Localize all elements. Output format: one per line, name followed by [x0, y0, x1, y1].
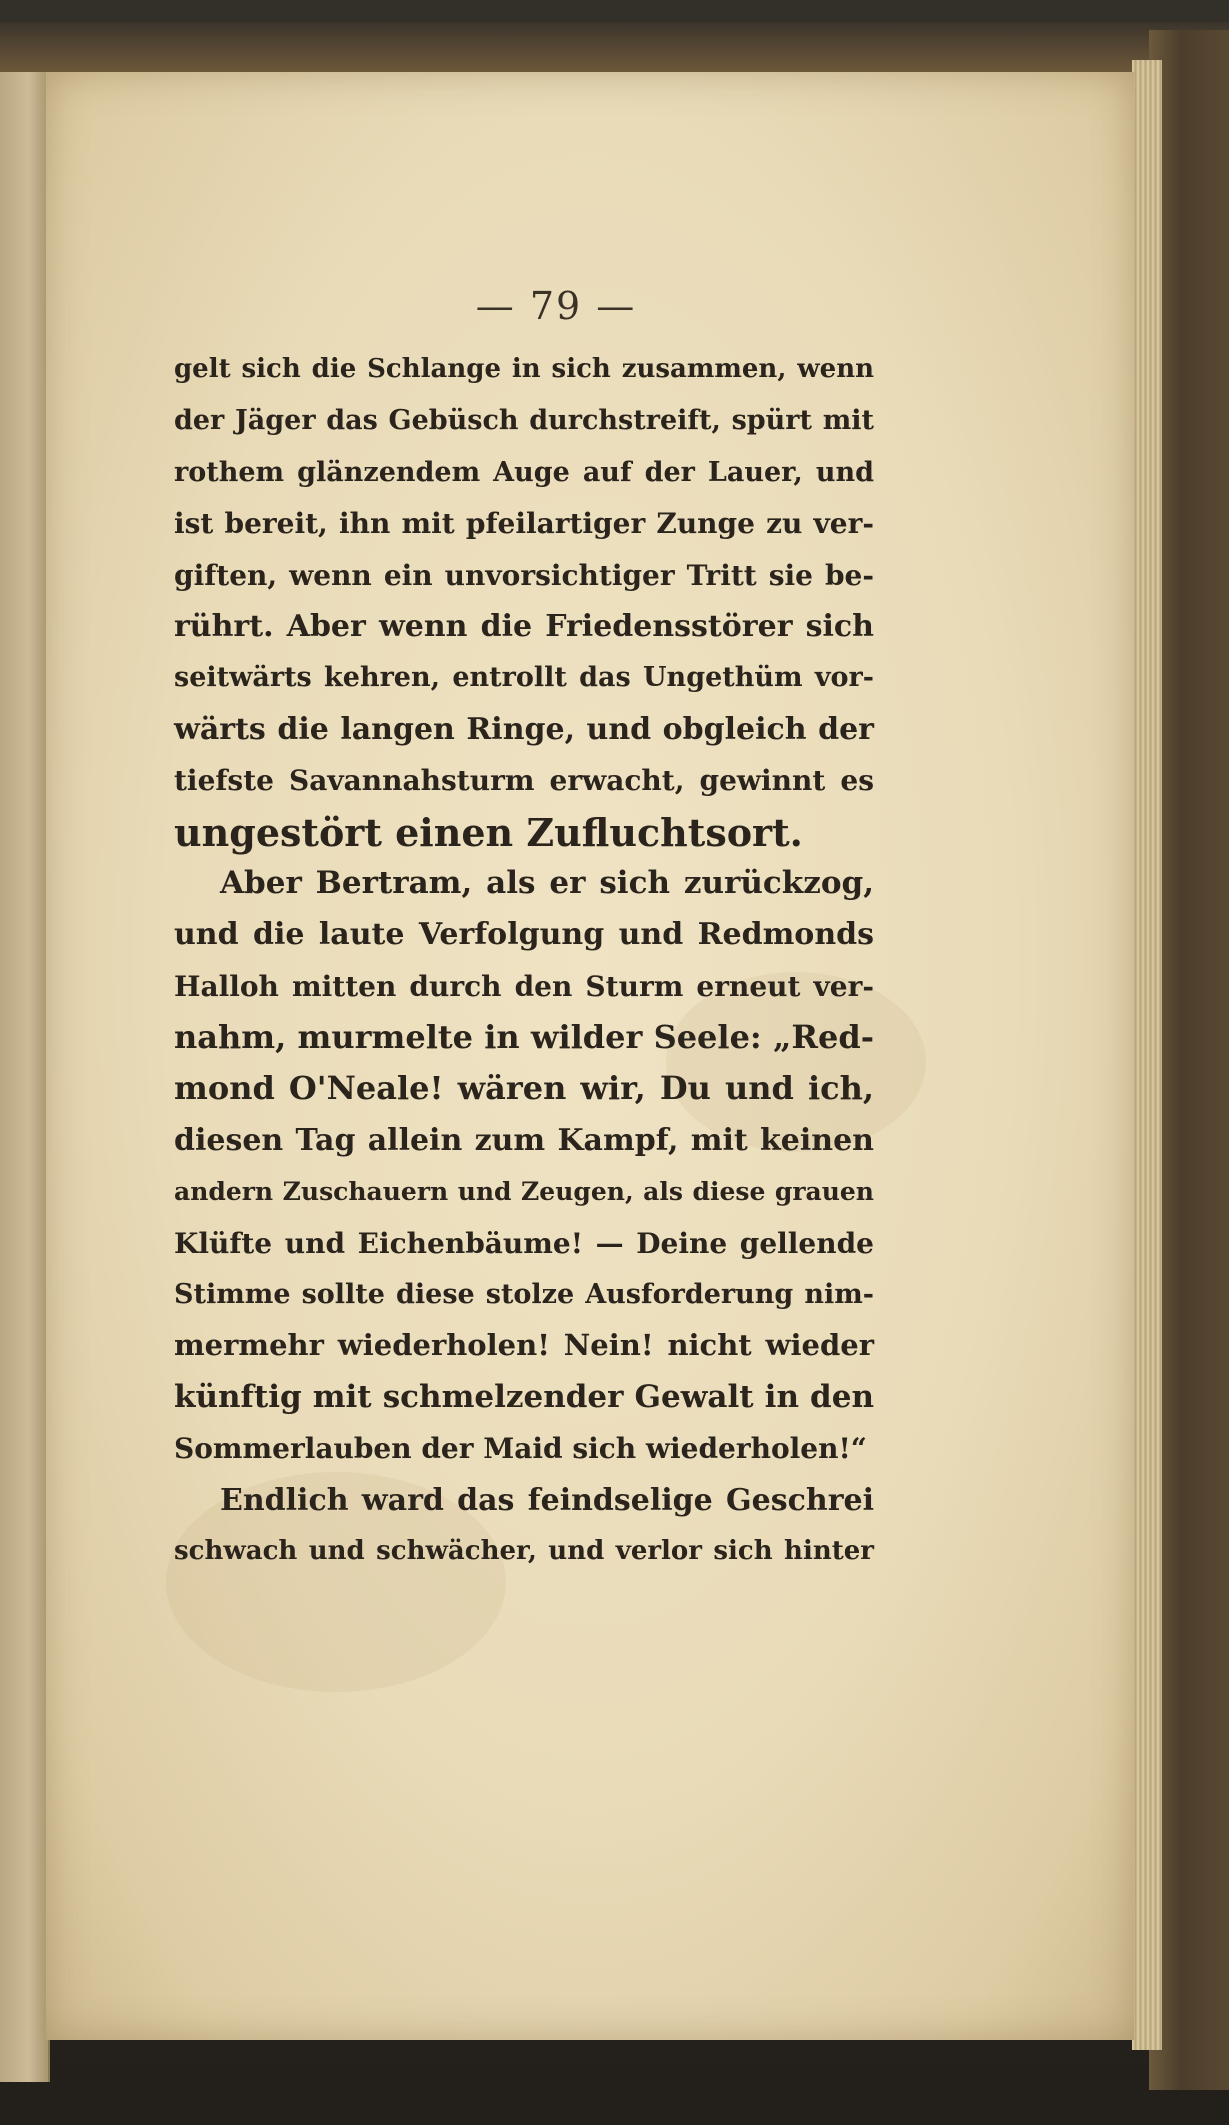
body-text	[174, 344, 874, 1577]
text-line: nahm, murmelte in wilder Seele: „Red-	[174, 1018, 874, 1057]
text-line: Sommerlauben der Maid sich wiederholen!“	[174, 1432, 867, 1466]
text-line: Stimme sollte diese stolze Ausforderung nim-	[174, 1279, 874, 1311]
text-line: ungestört einen Zufluchtsort.	[174, 809, 803, 855]
text-line: diesen Tag allein zum Kampf, mit keinen	[174, 1122, 874, 1158]
text-line: der Jäger das Gebüsch durchstreift, spürt mit	[174, 405, 874, 437]
book-binding-top	[0, 22, 1229, 72]
book-page	[46, 72, 1134, 2040]
text-line: rührt. Aber wenn die Friedensstörer sich	[174, 608, 874, 644]
text-line: Aber Bertram, als er sich zurückzog,	[220, 864, 874, 901]
text-line: Endlich ward das feindselige Geschrei	[220, 1482, 874, 1518]
text-line: andern Zuschauern und Zeugen, als diese grauen	[174, 1177, 874, 1207]
facing-page-edge	[0, 72, 50, 2082]
text-line: schwach und schwächer, und verlor sich hinter	[174, 1535, 874, 1566]
page-stack-edge	[1132, 60, 1162, 2050]
text-line: und die laute Verfolgung und Redmonds	[174, 917, 874, 953]
text-line: ist bereit, ihn mit pfeilartiger Zunge zu ver-	[174, 507, 874, 541]
text-line: gelt sich die Schlange in sich zusammen, wenn	[174, 354, 874, 384]
text-line: seitwärts kehren, entrollt das Ungethüm vor-	[174, 662, 874, 694]
text-line: mermehr wiederholen! Nein! nicht wieder	[174, 1328, 874, 1363]
text-line: Halloh mitten durch den Sturm erneut ver-	[174, 969, 874, 1003]
text-line: giften, wenn ein unvorsichtiger Tritt sie be-	[174, 558, 874, 592]
text-line: Klüfte und Eichenbäume! — Deine gellende	[174, 1226, 874, 1260]
text-line: künftig mit schmelzender Gewalt in den	[174, 1378, 874, 1415]
text-line: mond O'Neale! wären wir, Du und ich,	[174, 1069, 874, 1108]
page-number: — 79 —	[475, 284, 637, 328]
text-line: tiefste Savannahsturm erwacht, gewinnt es	[174, 764, 874, 798]
text-line: rothem glänzendem Auge auf der Lauer, und	[174, 456, 874, 488]
text-line: wärts die langen Ringe, und obgleich der	[174, 711, 874, 747]
